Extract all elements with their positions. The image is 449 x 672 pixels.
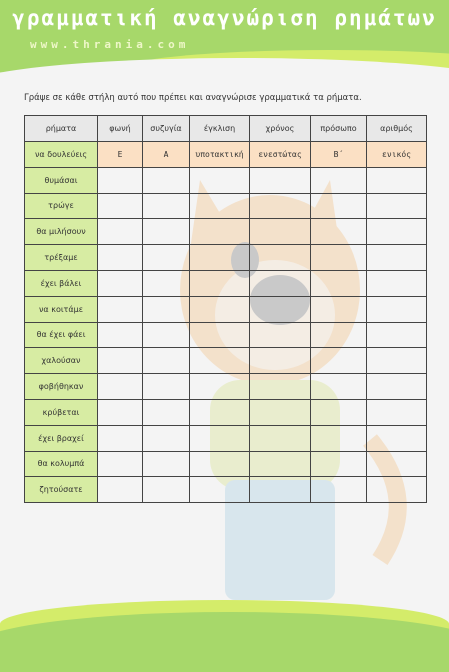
col-header-mood: έγκλιση (190, 116, 250, 142)
answer-cell-person[interactable] (311, 245, 367, 271)
verb-cell: θα κολυμπά (25, 451, 98, 477)
table-row (25, 425, 427, 451)
answer-cell-tense[interactable] (250, 451, 311, 477)
answer-cell-tense[interactable] (250, 296, 311, 322)
example-verb: να δουλεύεις (25, 142, 98, 168)
example-conjugation: Α (143, 142, 190, 168)
answer-cell-tense[interactable] (250, 245, 311, 271)
answer-cell-voice[interactable] (98, 348, 143, 374)
col-header-conjugation: συζυγία (143, 116, 190, 142)
answer-cell-number[interactable] (367, 167, 427, 193)
answer-cell-person[interactable] (311, 296, 367, 322)
table-row (25, 167, 427, 193)
verb-cell: χαλούσαν (25, 348, 98, 374)
answer-cell-mood[interactable] (190, 193, 250, 219)
header-wave (0, 58, 449, 80)
answer-cell-mood[interactable] (190, 348, 250, 374)
answer-cell-tense[interactable] (250, 322, 311, 348)
example-row (25, 142, 427, 168)
footer-wave (0, 612, 449, 672)
answer-cell-number[interactable] (367, 296, 427, 322)
answer-cell-mood[interactable] (190, 451, 250, 477)
answer-cell-tense[interactable] (250, 374, 311, 400)
verb-cell: ζητούσατε (25, 477, 98, 503)
answer-cell-mood[interactable] (190, 374, 250, 400)
answer-cell-voice[interactable] (98, 219, 143, 245)
header-banner (0, 0, 449, 80)
verb-cell: θα μιλήσουν (25, 219, 98, 245)
answer-cell-conjugation[interactable] (143, 219, 190, 245)
verb-cell: φοβήθηκαν (25, 374, 98, 400)
answer-cell-conjugation[interactable] (143, 193, 190, 219)
example-person: Β΄ (311, 142, 367, 168)
answer-cell-voice[interactable] (98, 477, 143, 503)
table-row (25, 193, 427, 219)
answer-cell-conjugation[interactable] (143, 374, 190, 400)
example-mood: υποτακτική (190, 142, 250, 168)
answer-cell-person[interactable] (311, 270, 367, 296)
site-url[interactable]: www.thrania.com (30, 38, 190, 51)
verb-cell: τρέξαμε (25, 245, 98, 271)
verb-cell: θυμάσαι (25, 167, 98, 193)
answer-cell-tense[interactable] (250, 399, 311, 425)
answer-cell-mood[interactable] (190, 425, 250, 451)
answer-cell-voice[interactable] (98, 322, 143, 348)
table-row (25, 219, 427, 245)
verb-cell: τρώγε (25, 193, 98, 219)
page-title: γραμματική αναγνώριση ρημάτων (12, 6, 437, 30)
answer-cell-voice[interactable] (98, 245, 143, 271)
answer-cell-person[interactable] (311, 322, 367, 348)
answer-cell-voice[interactable] (98, 270, 143, 296)
table-row (25, 399, 427, 425)
answer-cell-conjugation[interactable] (143, 451, 190, 477)
answer-cell-tense[interactable] (250, 477, 311, 503)
answer-cell-conjugation[interactable] (143, 399, 190, 425)
answer-cell-conjugation[interactable] (143, 245, 190, 271)
table-row (25, 348, 427, 374)
answer-cell-person[interactable] (311, 451, 367, 477)
instructions-text: Γράψε σε κάθε στήλη αυτό που πρέπει και αναγνώρισε γραμματικά τα ρήματα. (24, 93, 362, 103)
table-row (25, 451, 427, 477)
answer-cell-person[interactable] (311, 348, 367, 374)
answer-cell-mood[interactable] (190, 219, 250, 245)
answer-cell-conjugation[interactable] (143, 477, 190, 503)
col-header-voice: φωνή (98, 116, 143, 142)
answer-cell-person[interactable] (311, 167, 367, 193)
answer-cell-number[interactable] (367, 245, 427, 271)
answer-cell-person[interactable] (311, 193, 367, 219)
answer-cell-tense[interactable] (250, 348, 311, 374)
answer-cell-mood[interactable] (190, 399, 250, 425)
answer-cell-conjugation[interactable] (143, 348, 190, 374)
table-row (25, 374, 427, 400)
answer-cell-voice[interactable] (98, 193, 143, 219)
example-number: ενικός (367, 142, 427, 168)
col-header-verbs: ρήματα (25, 116, 98, 142)
answer-cell-tense[interactable] (250, 270, 311, 296)
verb-cell: κρύβεται (25, 399, 98, 425)
answer-cell-number[interactable] (367, 374, 427, 400)
answer-cell-number[interactable] (367, 477, 427, 503)
answer-cell-number[interactable] (367, 270, 427, 296)
answer-cell-conjugation[interactable] (143, 425, 190, 451)
answer-cell-mood[interactable] (190, 245, 250, 271)
verb-cell: να κοιτάμε (25, 296, 98, 322)
table-row (25, 270, 427, 296)
verb-cell: θα έχει φάει (25, 322, 98, 348)
answer-cell-number[interactable] (367, 193, 427, 219)
answer-cell-voice[interactable] (98, 167, 143, 193)
table-row (25, 322, 427, 348)
table-header-row (25, 116, 427, 142)
answer-cell-number[interactable] (367, 348, 427, 374)
answer-cell-voice[interactable] (98, 425, 143, 451)
col-header-tense: χρόνος (250, 116, 311, 142)
table-row (25, 245, 427, 271)
answer-cell-tense[interactable] (250, 167, 311, 193)
answer-cell-voice[interactable] (98, 451, 143, 477)
answer-cell-conjugation[interactable] (143, 296, 190, 322)
answer-cell-number[interactable] (367, 451, 427, 477)
answer-cell-conjugation[interactable] (143, 167, 190, 193)
answer-cell-mood[interactable] (190, 167, 250, 193)
answer-cell-person[interactable] (311, 219, 367, 245)
answer-cell-mood[interactable] (190, 322, 250, 348)
table-row (25, 477, 427, 503)
table-row (25, 296, 427, 322)
verb-analysis-table (24, 115, 427, 503)
answer-cell-mood[interactable] (190, 270, 250, 296)
answer-cell-voice[interactable] (98, 399, 143, 425)
verb-cell: έχει βάλει (25, 270, 98, 296)
answer-cell-number[interactable] (367, 425, 427, 451)
col-header-person: πρόσωπο (311, 116, 367, 142)
answer-cell-tense[interactable] (250, 219, 311, 245)
answer-cell-person[interactable] (311, 477, 367, 503)
answer-cell-tense[interactable] (250, 193, 311, 219)
answer-cell-person[interactable] (311, 374, 367, 400)
answer-cell-voice[interactable] (98, 374, 143, 400)
answer-cell-conjugation[interactable] (143, 270, 190, 296)
answer-cell-mood[interactable] (190, 477, 250, 503)
verb-cell: έχει βραχεί (25, 425, 98, 451)
answer-cell-person[interactable] (311, 425, 367, 451)
answer-cell-voice[interactable] (98, 296, 143, 322)
answer-cell-number[interactable] (367, 322, 427, 348)
col-header-number: αριθμός (367, 116, 427, 142)
answer-cell-mood[interactable] (190, 296, 250, 322)
answer-cell-number[interactable] (367, 399, 427, 425)
answer-cell-tense[interactable] (250, 425, 311, 451)
answer-cell-conjugation[interactable] (143, 322, 190, 348)
answer-cell-number[interactable] (367, 219, 427, 245)
answer-cell-person[interactable] (311, 399, 367, 425)
example-voice: Ε (98, 142, 143, 168)
example-tense: ενεστώτας (250, 142, 311, 168)
